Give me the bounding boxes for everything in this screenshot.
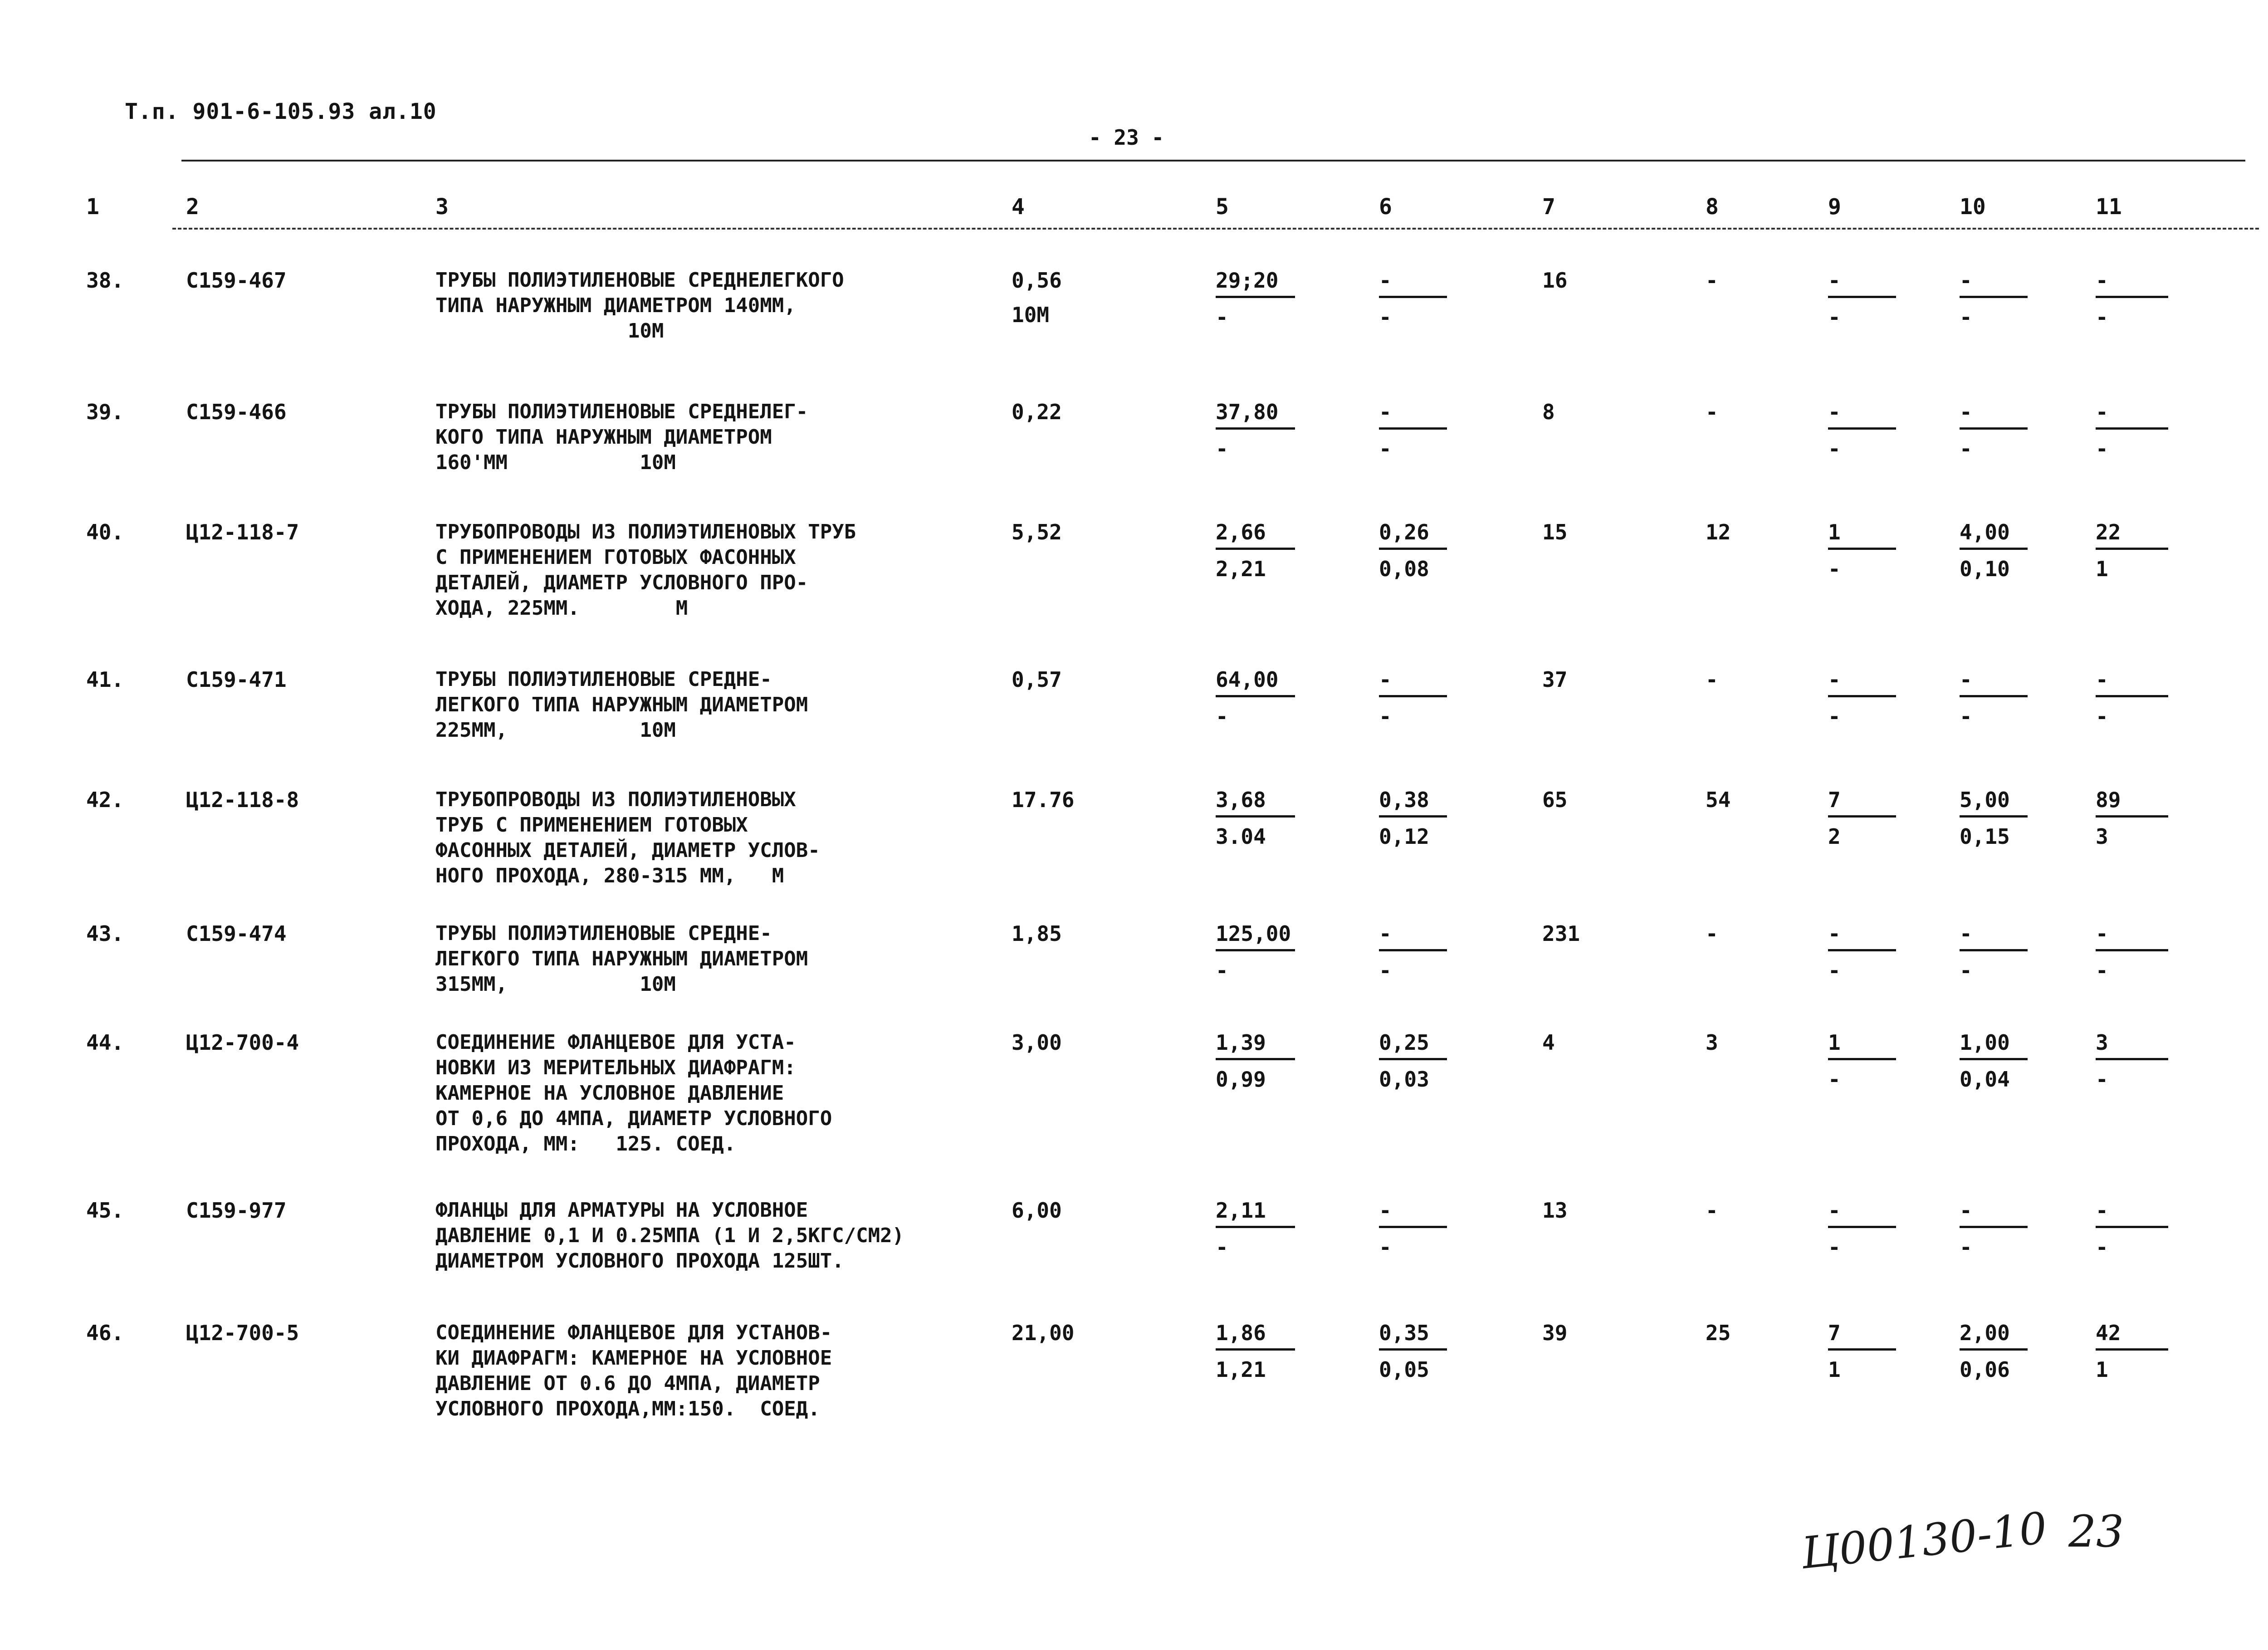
- col10-value: [1960, 1320, 2028, 1382]
- col9-value: [1828, 1320, 1896, 1382]
- resource-code: С159-466: [186, 400, 287, 424]
- quantity-unit: 10М: [1012, 303, 1050, 327]
- col9-value-numerator: -: [1828, 667, 1841, 692]
- col9-value: [1828, 667, 1896, 729]
- col8-value: 12: [1706, 520, 1731, 544]
- resource-code: С159-471: [186, 667, 287, 692]
- description-line: УСЛОВНОГО ПРОХОДА,ММ:150. СОЕД.: [435, 1397, 820, 1420]
- description-line: ТРУБОПРОВОДЫ ИЗ ПОЛИЭТИЛЕНОВЫХ ТРУБ: [435, 520, 856, 543]
- col6-value: [1379, 1030, 1447, 1092]
- resource-code: С159-467: [186, 268, 287, 293]
- col9-value-denominator: 2: [1828, 824, 1841, 849]
- col11-value: [2096, 1030, 2168, 1092]
- col9-value-numerator: -: [1828, 268, 1841, 293]
- col10-value-denominator: -: [1960, 958, 1972, 983]
- col9-value-denominator: -: [1828, 436, 1841, 461]
- col6-value-denominator: -: [1379, 1235, 1392, 1259]
- col7-value: 231: [1542, 921, 1580, 946]
- col11-value-denominator: -: [2096, 436, 2108, 461]
- quantity: 6,00: [1012, 1198, 1062, 1223]
- col11-value-numerator: 22: [2096, 520, 2121, 544]
- resource-description: [435, 1198, 971, 1274]
- description-line: ТРУБ С ПРИМЕНЕНИЕМ ГОТОВЫХ: [435, 813, 748, 837]
- description-line: ДАВЛЕНИЕ ОТ 0.6 ДО 4МПА, ДИАМЕТР: [435, 1372, 820, 1395]
- handwritten-page-number: 23: [2068, 1506, 2124, 1557]
- col10-value-fraction-bar: [1960, 1348, 2028, 1351]
- description-line: 160'ММ 10М: [435, 451, 676, 474]
- description-line: ТРУБЫ ПОЛИЭТИЛЕНОВЫЕ СРЕДНЕ-: [435, 922, 772, 945]
- col5-value-numerator: 29;20: [1216, 268, 1279, 293]
- resource-code: С159-977: [186, 1198, 287, 1223]
- col11-value-denominator: -: [2096, 958, 2108, 983]
- col11-value: [2096, 519, 2168, 582]
- col5-value-fraction-bar: [1216, 815, 1295, 818]
- col9-value: [1828, 1198, 1896, 1260]
- col9-value-fraction-bar: [1828, 1348, 1896, 1351]
- col10-value: [1960, 399, 2028, 461]
- col11-value-denominator: 1: [2096, 1357, 2108, 1382]
- col11-value: [2096, 1198, 2168, 1260]
- col10-value: [1960, 268, 2028, 330]
- description-line: ОТ 0,6 ДО 4МПА, ДИАМЕТР УСЛОВНОГО: [435, 1107, 832, 1130]
- col5-value: [1216, 1198, 1295, 1260]
- col5-value-numerator: 125,00: [1216, 921, 1291, 946]
- col11-value-fraction-bar: [2096, 815, 2168, 818]
- document-code: Т.п. 901-6-105.93 ал.10: [125, 99, 437, 124]
- col11-value-numerator: -: [2096, 400, 2108, 424]
- column-number-9: 9: [1828, 194, 1841, 220]
- col5-value-fraction-bar: [1216, 427, 1295, 430]
- quantity: 0,22: [1012, 400, 1062, 424]
- col10-value-fraction-bar: [1960, 1058, 2028, 1060]
- col9-value-denominator: -: [1828, 1235, 1841, 1259]
- col10-value-denominator: 0,10: [1960, 557, 2010, 581]
- col10-value-numerator: 5,00: [1960, 788, 2010, 812]
- row-number: 43.: [86, 921, 124, 946]
- resource-description: [435, 667, 971, 743]
- col6-value-fraction-bar: [1379, 1348, 1447, 1351]
- col5-value: [1216, 921, 1295, 983]
- resource-description: [435, 399, 971, 475]
- col5-value-fraction-bar: [1216, 1348, 1295, 1351]
- col9-value-fraction-bar: [1828, 1226, 1896, 1228]
- description-line: НОВКИ ИЗ МЕРИТЕЛЬНЫХ ДИАФРАГМ:: [435, 1056, 796, 1079]
- quantity: 3,00: [1012, 1030, 1062, 1055]
- quantity: 21,00: [1012, 1321, 1075, 1345]
- col7-value: 65: [1542, 788, 1568, 812]
- col6-value-numerator: 0,25: [1379, 1030, 1429, 1055]
- col5-value: [1216, 1320, 1295, 1382]
- col6-value-denominator: 0,12: [1379, 824, 1429, 849]
- col5-value-denominator: -: [1216, 305, 1228, 329]
- col11-value-fraction-bar: [2096, 1226, 2168, 1228]
- column-number-4: 4: [1012, 194, 1025, 220]
- col9-value-numerator: 7: [1828, 788, 1841, 812]
- col10-value-numerator: -: [1960, 667, 1972, 692]
- col11-value-fraction-bar: [2096, 548, 2168, 550]
- col5-value-denominator: 1,21: [1216, 1357, 1266, 1382]
- quantity: 0,57: [1012, 667, 1062, 692]
- col9-value-numerator: -: [1828, 921, 1841, 946]
- col9-value-fraction-bar: [1828, 427, 1896, 430]
- col10-value: [1960, 1030, 2028, 1092]
- col7-value: 39: [1542, 1321, 1568, 1345]
- col8-value: -: [1706, 400, 1718, 424]
- col10-value-denominator: -: [1960, 305, 1972, 329]
- row-number: 39.: [86, 400, 124, 424]
- row-number: 44.: [86, 1030, 124, 1055]
- col10-value-denominator: -: [1960, 436, 1972, 461]
- col6-value-numerator: -: [1379, 268, 1392, 293]
- col11-value: [2096, 787, 2168, 849]
- col5-value-numerator: 64,00: [1216, 667, 1279, 692]
- col10-value-numerator: -: [1960, 1198, 1972, 1223]
- quantity: 17.76: [1012, 788, 1075, 812]
- description-line: ТРУБОПРОВОДЫ ИЗ ПОЛИЭТИЛЕНОВЫХ: [435, 788, 796, 811]
- col9-value-numerator: 7: [1828, 1321, 1841, 1345]
- resource-code: Ц12-118-8: [186, 788, 299, 812]
- col9-value-denominator: -: [1828, 557, 1841, 581]
- col5-value-numerator: 2,11: [1216, 1198, 1266, 1223]
- col7-value: 13: [1542, 1198, 1568, 1223]
- col9-value-numerator: -: [1828, 400, 1841, 424]
- col5-value: [1216, 787, 1295, 849]
- description-line: КОГО ТИПА НАРУЖНЫМ ДИАМЕТРОМ: [435, 426, 772, 449]
- resource-description: [435, 519, 971, 621]
- col9-value-fraction-bar: [1828, 949, 1896, 951]
- description-line: ЛЕГКОГО ТИПА НАРУЖНЫМ ДИАМЕТРОМ: [435, 693, 808, 716]
- col11-value-fraction-bar: [2096, 427, 2168, 430]
- col6-value: [1379, 399, 1447, 461]
- col6-value-fraction-bar: [1379, 815, 1447, 818]
- col11-value-denominator: -: [2096, 1235, 2108, 1259]
- col11-value-numerator: -: [2096, 667, 2108, 692]
- col6-value-denominator: -: [1379, 436, 1392, 461]
- column-number-7: 7: [1542, 194, 1555, 220]
- resource-description: [435, 787, 971, 889]
- description-line: С ПРИМЕНЕНИЕМ ГОТОВЫХ ФАСОННЫХ: [435, 546, 796, 569]
- col11-value-numerator: 89: [2096, 788, 2121, 812]
- col6-value: [1379, 787, 1447, 849]
- col10-value-numerator: -: [1960, 268, 1972, 293]
- col11-value: [2096, 667, 2168, 729]
- col5-value: [1216, 519, 1295, 582]
- quantity: 1,85: [1012, 921, 1062, 946]
- col6-value: [1379, 519, 1447, 582]
- col9-value-denominator: -: [1828, 1067, 1841, 1092]
- col6-value-fraction-bar: [1379, 1058, 1447, 1060]
- col10-value: [1960, 921, 2028, 983]
- row-number: 45.: [86, 1198, 124, 1223]
- col9-value: [1828, 268, 1896, 330]
- col5-value: [1216, 667, 1295, 729]
- row-number: 40.: [86, 520, 124, 544]
- col7-value: 4: [1542, 1030, 1555, 1055]
- col7-value: 16: [1542, 268, 1568, 293]
- col10-value-numerator: 2,00: [1960, 1321, 2010, 1345]
- col11-value-fraction-bar: [2096, 1058, 2168, 1060]
- resource-description: [435, 268, 971, 344]
- col10-value-denominator: 0,04: [1960, 1067, 2010, 1092]
- col8-value: 3: [1706, 1030, 1718, 1055]
- description-line: ФАСОННЫХ ДЕТАЛЕЙ, ДИАМЕТР УСЛОВ-: [435, 839, 820, 862]
- col6-value: [1379, 1320, 1447, 1382]
- col6-value-denominator: -: [1379, 958, 1392, 983]
- col6-value-fraction-bar: [1379, 427, 1447, 430]
- col10-value-numerator: 1,00: [1960, 1030, 2010, 1055]
- col6-value-numerator: -: [1379, 1198, 1392, 1223]
- col11-value: [2096, 268, 2168, 330]
- description-line: ЛЕГКОГО ТИПА НАРУЖНЫМ ДИАМЕТРОМ: [435, 947, 808, 970]
- col6-value-numerator: -: [1379, 400, 1392, 424]
- col5-value: [1216, 1030, 1295, 1092]
- description-line: КАМЕРНОЕ НА УСЛОВНОЕ ДАВЛЕНИЕ: [435, 1082, 784, 1105]
- description-line: ТРУБЫ ПОЛИЭТИЛЕНОВЫЕ СРЕДНЕ-: [435, 668, 772, 691]
- col10-value-denominator: -: [1960, 1235, 1972, 1259]
- col7-value: 8: [1542, 400, 1555, 424]
- col6-value-numerator: 0,26: [1379, 520, 1429, 544]
- col6-value-fraction-bar: [1379, 1226, 1447, 1228]
- col10-value: [1960, 519, 2028, 582]
- col11-value-fraction-bar: [2096, 695, 2168, 697]
- col6-value-fraction-bar: [1379, 548, 1447, 550]
- col10-value-fraction-bar: [1960, 1226, 2028, 1228]
- col11-value-fraction-bar: [2096, 296, 2168, 298]
- column-number-1: 1: [86, 194, 99, 220]
- column-number-11: 11: [2096, 194, 2122, 220]
- col5-value-fraction-bar: [1216, 1226, 1295, 1228]
- description-line: СОЕДИНЕНИЕ ФЛАНЦЕВОЕ ДЛЯ УСТА-: [435, 1031, 796, 1054]
- col10-value-fraction-bar: [1960, 815, 2028, 818]
- col11-value-denominator: -: [2096, 305, 2108, 329]
- col9-value-denominator: -: [1828, 704, 1841, 729]
- description-line: ДАВЛЕНИЕ 0,1 И 0.25МПА (1 И 2,5КГС/СМ2): [435, 1224, 904, 1247]
- col6-value-denominator: -: [1379, 305, 1392, 329]
- col8-value: -: [1706, 1198, 1718, 1223]
- col5-value-denominator: 2,21: [1216, 557, 1266, 581]
- description-line: КИ ДИАФРАГМ: КАМЕРНОЕ НА УСЛОВНОЕ: [435, 1346, 832, 1370]
- row-number: 46.: [86, 1321, 124, 1345]
- column-number-10: 10: [1960, 194, 1986, 220]
- col11-value-numerator: -: [2096, 921, 2108, 946]
- column-number-5: 5: [1216, 194, 1229, 220]
- col8-value: -: [1706, 921, 1718, 946]
- col6-value-numerator: 0,38: [1379, 788, 1429, 812]
- col6-value-denominator: 0,08: [1379, 557, 1429, 581]
- col6-value-numerator: -: [1379, 667, 1392, 692]
- col6-value-numerator: 0,35: [1379, 1321, 1429, 1345]
- col11-value-fraction-bar: [2096, 949, 2168, 951]
- description-line: ПРОХОДА, ММ: 125. СОЕД.: [435, 1132, 736, 1155]
- col10-value-numerator: -: [1960, 400, 1972, 424]
- column-number-8: 8: [1706, 194, 1719, 220]
- col9-value-fraction-bar: [1828, 296, 1896, 298]
- col8-value: -: [1706, 667, 1718, 692]
- col6-value-numerator: -: [1379, 921, 1392, 946]
- col6-value-denominator: 0,03: [1379, 1067, 1429, 1092]
- col6-value-fraction-bar: [1379, 695, 1447, 697]
- description-line: ХОДА, 225ММ. М: [435, 597, 688, 620]
- col6-value: [1379, 921, 1447, 983]
- col9-value-numerator: -: [1828, 1198, 1841, 1223]
- col5-value: [1216, 268, 1295, 330]
- col10-value-fraction-bar: [1960, 548, 2028, 550]
- description-line: ТРУБЫ ПОЛИЭТИЛЕНОВЫЕ СРЕДНЕЛЕГ-: [435, 400, 808, 423]
- resource-description: [435, 1030, 971, 1157]
- description-line: НОГО ПРОХОДА, 280-315 ММ, М: [435, 864, 784, 887]
- description-line: 10М: [435, 319, 664, 343]
- col5-value-fraction-bar: [1216, 695, 1295, 697]
- col9-value: [1828, 519, 1896, 582]
- col5-value-numerator: 2,66: [1216, 520, 1266, 544]
- col5-value-denominator: -: [1216, 958, 1228, 983]
- header-rule-top: [181, 160, 2245, 162]
- col11-value-denominator: 1: [2096, 557, 2108, 581]
- col5-value-numerator: 1,39: [1216, 1030, 1266, 1055]
- col10-value-fraction-bar: [1960, 949, 2028, 951]
- col10-value-fraction-bar: [1960, 296, 2028, 298]
- col9-value-denominator: -: [1828, 305, 1841, 329]
- col10-value: [1960, 787, 2028, 849]
- description-line: СОЕДИНЕНИЕ ФЛАНЦЕВОЕ ДЛЯ УСТАНОВ-: [435, 1321, 832, 1344]
- col11-value-numerator: 42: [2096, 1321, 2121, 1345]
- col5-value-denominator: -: [1216, 1235, 1228, 1259]
- col5-value-numerator: 37,80: [1216, 400, 1279, 424]
- col6-value-denominator: 0,05: [1379, 1357, 1429, 1382]
- col9-value: [1828, 921, 1896, 983]
- col8-value: -: [1706, 268, 1718, 293]
- description-line: ТРУБЫ ПОЛИЭТИЛЕНОВЫЕ СРЕДНЕЛЕГКОГО: [435, 269, 844, 292]
- col10-value-denominator: -: [1960, 704, 1972, 729]
- col6-value: [1379, 1198, 1447, 1260]
- col5-value: [1216, 399, 1295, 461]
- col5-value-denominator: 0,99: [1216, 1067, 1266, 1092]
- col10-value-denominator: 0,15: [1960, 824, 2010, 849]
- col9-value-fraction-bar: [1828, 548, 1896, 550]
- col10-value-denominator: 0,06: [1960, 1357, 2010, 1382]
- col6-value-fraction-bar: [1379, 949, 1447, 951]
- col7-value: 15: [1542, 520, 1568, 544]
- col5-value-denominator: -: [1216, 436, 1228, 461]
- col11-value: [2096, 399, 2168, 461]
- col9-value-denominator: 1: [1828, 1357, 1841, 1382]
- description-line: ТИПА НАРУЖНЫМ ДИАМЕТРОМ 140ММ,: [435, 294, 796, 317]
- resource-description: [435, 1320, 971, 1422]
- col6-value-denominator: -: [1379, 704, 1392, 729]
- row-number: 41.: [86, 667, 124, 692]
- header-rule-bottom: [172, 228, 2259, 230]
- col6-value-fraction-bar: [1379, 296, 1447, 298]
- col10-value-numerator: 4,00: [1960, 520, 2010, 544]
- resource-code: Ц12-700-5: [186, 1321, 299, 1345]
- resource-code: Ц12-118-7: [186, 520, 299, 544]
- col6-value: [1379, 268, 1447, 330]
- row-number: 38.: [86, 268, 124, 293]
- col11-value-fraction-bar: [2096, 1348, 2168, 1351]
- col9-value: [1828, 1030, 1896, 1092]
- col11-value-denominator: 3: [2096, 824, 2108, 849]
- col5-value-fraction-bar: [1216, 949, 1295, 951]
- col7-value: 37: [1542, 667, 1568, 692]
- col8-value: 54: [1706, 788, 1731, 812]
- description-line: ФЛАНЦЫ ДЛЯ АРМАТУРЫ НА УСЛОВНОЕ: [435, 1199, 808, 1222]
- col11-value-denominator: -: [2096, 1067, 2108, 1092]
- col6-value: [1379, 667, 1447, 729]
- col9-value: [1828, 399, 1896, 461]
- resource-description: [435, 921, 971, 997]
- col11-value: [2096, 921, 2168, 983]
- col11-value-numerator: -: [2096, 268, 2108, 293]
- col11-value: [2096, 1320, 2168, 1382]
- col9-value-numerator: 1: [1828, 520, 1841, 544]
- col10-value-fraction-bar: [1960, 695, 2028, 697]
- col9-value-fraction-bar: [1828, 1058, 1896, 1060]
- col8-value: 25: [1706, 1321, 1731, 1345]
- quantity: 5,52: [1012, 520, 1062, 544]
- resource-code: С159-474: [186, 921, 287, 946]
- col11-value-numerator: 3: [2096, 1030, 2108, 1055]
- col5-value-numerator: 3,68: [1216, 788, 1266, 812]
- col5-value-denominator: -: [1216, 704, 1228, 729]
- description-line: 225ММ, 10М: [435, 719, 676, 742]
- col10-value: [1960, 667, 2028, 729]
- col5-value-fraction-bar: [1216, 296, 1295, 298]
- col5-value-denominator: 3.04: [1216, 824, 1266, 849]
- col10-value: [1960, 1198, 2028, 1260]
- column-number-2: 2: [186, 194, 199, 220]
- col10-value-fraction-bar: [1960, 427, 2028, 430]
- description-line: ДИАМЕТРОМ УСЛОВНОГО ПРОХОДА 125ШТ.: [435, 1249, 844, 1273]
- col10-value-numerator: -: [1960, 921, 1972, 946]
- col5-value-fraction-bar: [1216, 1058, 1295, 1060]
- col5-value-fraction-bar: [1216, 548, 1295, 550]
- col5-value-numerator: 1,86: [1216, 1321, 1266, 1345]
- page-number: - 23 -: [1089, 125, 1164, 150]
- col9-value-fraction-bar: [1828, 695, 1896, 697]
- col11-value-numerator: -: [2096, 1198, 2108, 1223]
- description-line: ДЕТАЛЕЙ, ДИАМЕТР УСЛОВНОГО ПРО-: [435, 571, 808, 594]
- col9-value-fraction-bar: [1828, 815, 1896, 818]
- row-number: 42.: [86, 788, 124, 812]
- quantity: 0,56: [1012, 268, 1062, 293]
- resource-code: Ц12-700-4: [186, 1030, 299, 1055]
- column-number-6: 6: [1379, 194, 1392, 220]
- handwritten-archive-code: Ц00130-10: [1799, 1502, 2050, 1579]
- col9-value: [1828, 787, 1896, 849]
- col9-value-numerator: 1: [1828, 1030, 1841, 1055]
- col11-value-denominator: -: [2096, 704, 2108, 729]
- column-number-3: 3: [435, 194, 449, 220]
- col9-value-denominator: -: [1828, 958, 1841, 983]
- description-line: 315ММ, 10М: [435, 973, 676, 996]
